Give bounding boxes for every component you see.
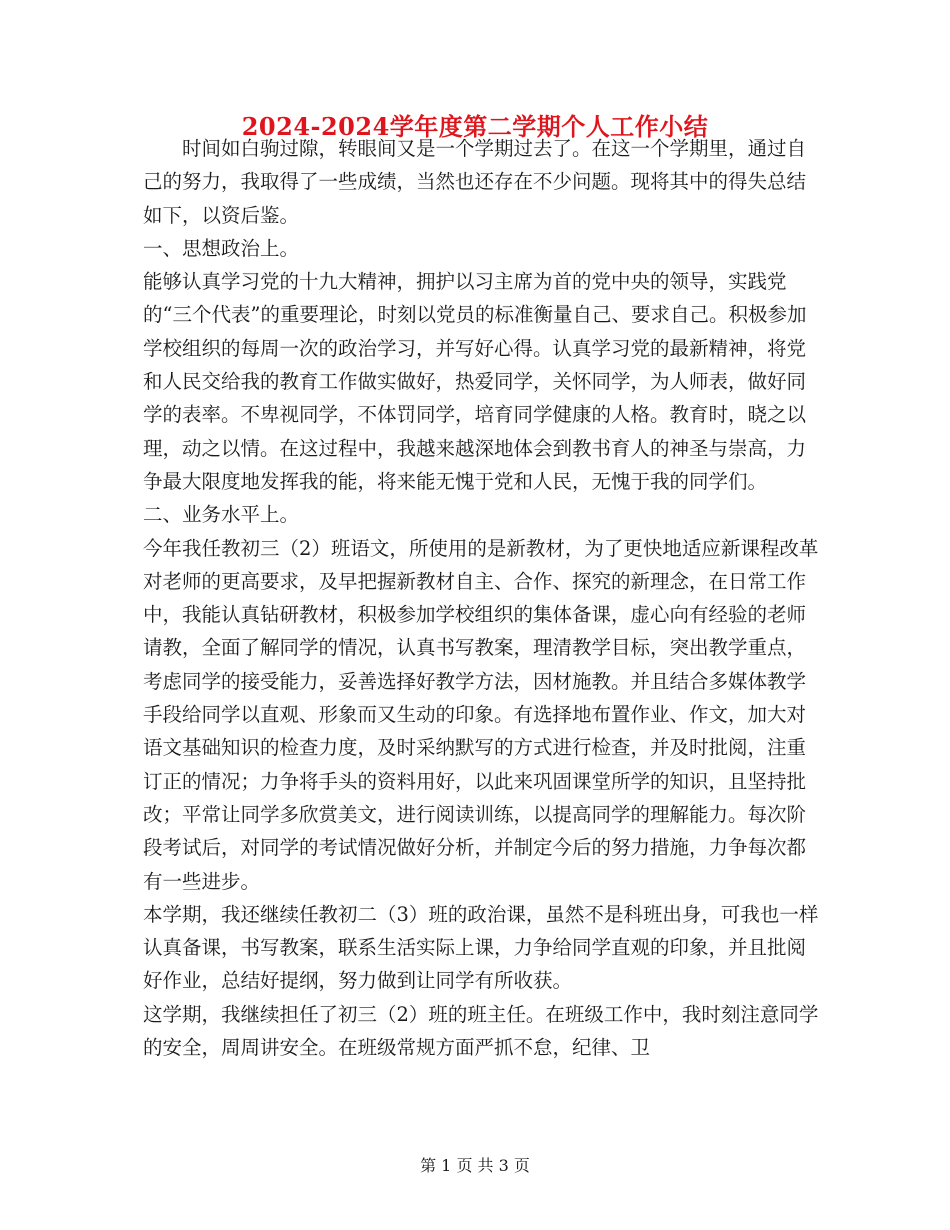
teaching-chinese-paragraph: 今年我任教初三（2）班语文，所使用的是新教材，为了更快地适应新课程改革对老师的更高要求，及早把握新教材自主、合作、探究的新理念，在日常工作中，我能认真钻研教材，积极参加学校组织的集体备课，虚心向有经验的老师请教，全面了解同学的情况，认真书写教案，理清教学目标，突出教学重点，考虑同学的接受能力，妥善选择好教学方法，因材施教。并且结合多媒体教学手段给同学以直观、形象而又生动的印象。有选择地布置作业、作文，加大对语文基础知识的检查力度，及时采纳默写的方式进行检查，并及时批阅，注重订正的情况；力争将手头的资料用好，以此来巩固课堂所学的知识，且坚持批改；平常让同学多欣赏美文，进行阅读训练，以提高同学的理解能力。每次阶段考试后，对同学的考试情况做好分析，并制定今后的努力措施，力争每次都有一些进步。 [143, 536, 819, 893]
page-footer: 第 1 页 共 3 页 [420, 1156, 530, 1175]
document-body [143, 132, 823, 1064]
document-title: 2024-2024学年度第二学期个人工作小结 [241, 112, 709, 141]
section-heading-professional: 二、业务水平上。 [143, 503, 300, 527]
ideology-paragraph: 能够认真学习党的十九大精神，拥护以习主席为首的党中央的领导，实践党的“三个代表”的重要理论，时刻以党员的标准衡量自己、要求自己。积极参加学校组织的每周一次的政治学习，并写好心得。认真学习党的最新精神，将党和人民交给我的教育工作做实做好，热爱同学，关怀同学，为人师表，做好同学的表率。不卑视同学，不体罚同学，培育同学健康的人格。教育时，晓之以理，动之以情。在这过程中，我越来越深地体会到教书育人的神圣与崇高，力争最大限度地发挥我的能，将来能无愧于党和人民，无愧于我的同学们。 [143, 270, 807, 493]
teaching-politics-paragraph: 本学期，我还继续任教初二（3）班的政治课，虽然不是科班出身，可我也一样认真备课，书写教案，联系生活实际上课，力争给同学直观的印象，并且批阅好作业，总结好提纲，努力做到让同学有所收获。 [143, 902, 819, 993]
class-teacher-paragraph: 这学期，我继续担任了初三（2）班的班主任。在班级工作中，我时刻注意同学的安全，周周讲安全。在班级常规方面严抓不怠，纪律、卫 [143, 1002, 819, 1060]
section-heading-ideology: 一、思想政治上。 [143, 236, 300, 260]
intro-paragraph: 时间如白驹过隙，转眼间又是一个学期过去了。在这一个学期里，通过自己的努力，我取得了一些成绩，当然也还存在不少问题。现将其中的得失总结如下，以资后鉴。 [143, 137, 807, 227]
